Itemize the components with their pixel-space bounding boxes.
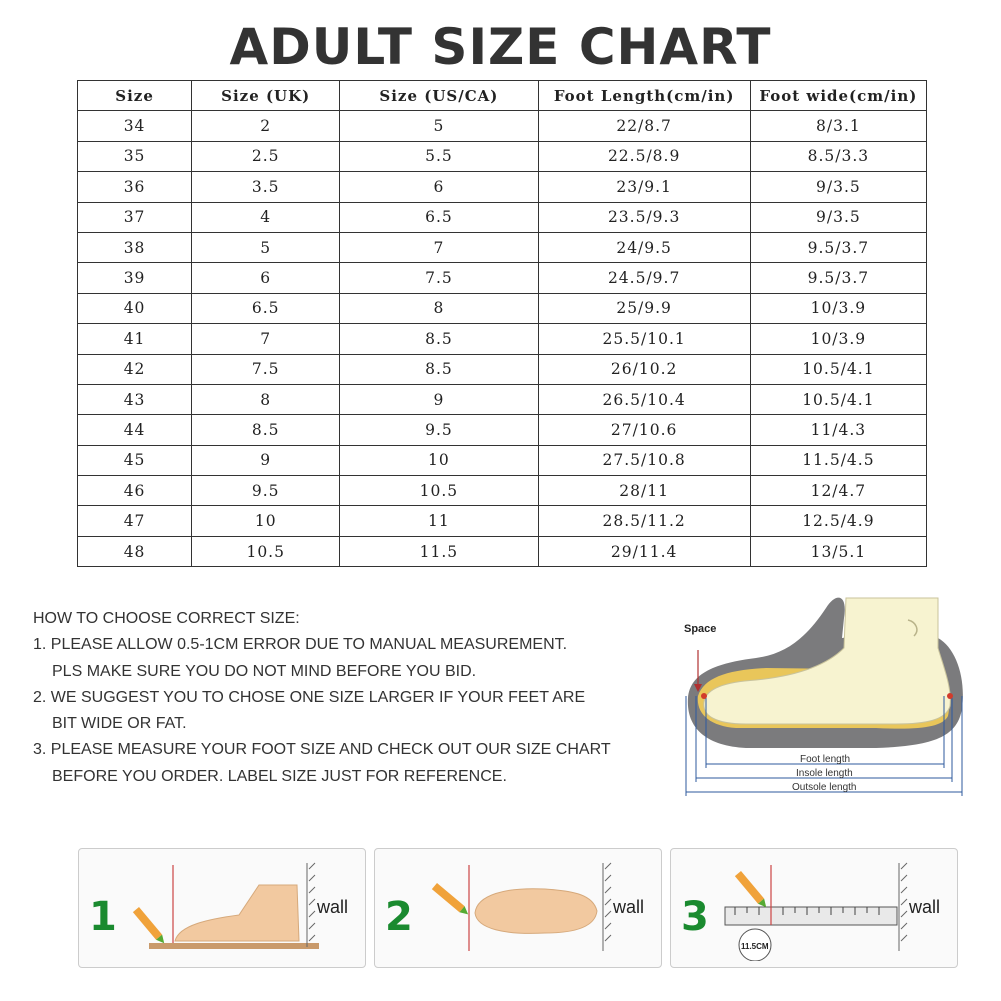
header-size: Size: [78, 81, 192, 111]
step-2-wall-label: wall: [613, 897, 645, 917]
table-header-row: [78, 81, 927, 111]
table-cell: 2.5: [192, 141, 340, 171]
table-cell: 37: [78, 202, 192, 232]
table-cell: 9.5/3.7: [750, 232, 926, 262]
table-cell: 10/3.9: [750, 324, 926, 354]
table-row: [78, 232, 927, 262]
table-cell: 34: [78, 111, 192, 141]
table-cell: 24/9.5: [538, 232, 750, 262]
ruler-reading: 11.5CM: [741, 942, 769, 951]
table-cell: 27/10.6: [538, 415, 750, 445]
step-3-panel: [670, 848, 958, 968]
table-cell: 11/4.3: [750, 415, 926, 445]
pencil-icon: [133, 907, 167, 946]
table-cell: 41: [78, 324, 192, 354]
table-cell: 10.5: [192, 536, 340, 566]
foot-in-shoe-diagram: [676, 578, 976, 810]
step-2-illustration: [415, 855, 615, 961]
table-cell: 8.5/3.3: [750, 141, 926, 171]
table-row: [78, 202, 927, 232]
pencil-icon-2: [432, 883, 471, 917]
table-cell: 12.5/4.9: [750, 506, 926, 536]
side-foot-icon: [175, 885, 299, 941]
table-cell: 10: [340, 445, 538, 475]
table-cell: 13/5.1: [750, 536, 926, 566]
table-cell: 8.5: [192, 415, 340, 445]
table-cell: 8.5: [340, 354, 538, 384]
toe-marker: [701, 693, 707, 699]
instruction-3-line-1: 3. PLEASE MEASURE YOUR FOOT SIZE AND CHECK OUT OUR SIZE CHART: [33, 741, 611, 759]
table-cell: 24.5/9.7: [538, 263, 750, 293]
table-row: [78, 445, 927, 475]
measurement-steps: [78, 848, 958, 968]
size-instructions: [33, 606, 673, 790]
table-cell: 10.5: [340, 476, 538, 506]
table-cell: 40: [78, 293, 192, 323]
pencil-icon-3: [735, 871, 769, 910]
instruction-2-line-1: 2. WE SUGGEST YOU TO CHOSE ONE SIZE LARGER IF YOUR FEET ARE: [33, 688, 586, 706]
table-row: [78, 384, 927, 414]
table-row: [78, 354, 927, 384]
table-row: [78, 293, 927, 323]
table-cell: 28.5/11.2: [538, 506, 750, 536]
instructions-heading: HOW TO CHOOSE CORRECT SIZE:: [33, 610, 300, 627]
table-cell: 2: [192, 111, 340, 141]
size-chart-table: [77, 80, 927, 567]
table-cell: 39: [78, 263, 192, 293]
table-cell: 9.5: [340, 415, 538, 445]
table-cell: 9.5/3.7: [750, 263, 926, 293]
table-cell: 6: [340, 172, 538, 202]
table-row: [78, 506, 927, 536]
table-cell: 23/9.1: [538, 172, 750, 202]
table-cell: 8: [340, 293, 538, 323]
instruction-1-line-2: PLS MAKE SURE YOU DO NOT MIND BEFORE YOU BID.: [52, 662, 477, 680]
table-cell: 12/4.7: [750, 476, 926, 506]
insole-length-label: Insole length: [796, 768, 853, 779]
table-cell: 46: [78, 476, 192, 506]
wall-hatch-2: [603, 863, 611, 951]
table-cell: 29/11.4: [538, 536, 750, 566]
table-cell: 22/8.7: [538, 111, 750, 141]
table-cell: 45: [78, 445, 192, 475]
table-cell: 4: [192, 202, 340, 232]
step-1-panel: [78, 848, 366, 968]
table-cell: 23.5/9.3: [538, 202, 750, 232]
table-cell: 7.5: [340, 263, 538, 293]
table-body: [78, 111, 927, 567]
table-cell: 27.5/10.8: [538, 445, 750, 475]
table-cell: 25.5/10.1: [538, 324, 750, 354]
step-1-illustration: [119, 855, 319, 961]
table-row: [78, 536, 927, 566]
table-cell: 43: [78, 384, 192, 414]
table-row: [78, 415, 927, 445]
table-row: [78, 476, 927, 506]
foot-length-label: Foot length: [800, 754, 851, 765]
step-2-number: 2: [385, 894, 413, 940]
table-cell: 11.5: [340, 536, 538, 566]
table-cell: 6.5: [340, 202, 538, 232]
wall-hatch: [307, 863, 315, 947]
table-cell: 10.5/4.1: [750, 354, 926, 384]
table-cell: 26/10.2: [538, 354, 750, 384]
heel-marker: [947, 693, 953, 699]
step-3-number: 3: [681, 894, 709, 940]
table-row: [78, 324, 927, 354]
top-foot-icon: [475, 889, 597, 934]
step-3-wall-label: wall: [909, 897, 941, 917]
table-cell: 25/9.9: [538, 293, 750, 323]
table-cell: 22.5/8.9: [538, 141, 750, 171]
table-cell: 42: [78, 354, 192, 384]
table-cell: 10/3.9: [750, 293, 926, 323]
instruction-3-line-2: BEFORE YOU ORDER. LABEL SIZE JUST FOR REFERENCE.: [52, 767, 507, 785]
table-cell: 38: [78, 232, 192, 262]
table-cell: 6.5: [192, 293, 340, 323]
table-cell: 10.5/4.1: [750, 384, 926, 414]
outsole-length-label: Outsole length: [792, 782, 857, 793]
table-cell: 8.5: [340, 324, 538, 354]
instruction-1-line-1: 1. PLEASE ALLOW 0.5-1CM ERROR DUE TO MANUAL MEASUREMENT.: [33, 636, 568, 654]
header-foot-length: Foot Length(cm/in): [538, 81, 750, 111]
page-title: ADULT SIZE CHART: [229, 18, 772, 76]
table-cell: 9/3.5: [750, 172, 926, 202]
table-cell: 36: [78, 172, 192, 202]
table-row: [78, 111, 927, 141]
table-cell: 7: [340, 232, 538, 262]
table-cell: 3.5: [192, 172, 340, 202]
table-cell: 10: [192, 506, 340, 536]
table-row: [78, 172, 927, 202]
table-cell: 48: [78, 536, 192, 566]
header-size-us-ca: Size (US/CA): [340, 81, 538, 111]
table-row: [78, 263, 927, 293]
table-cell: 5: [192, 232, 340, 262]
step-1-number: 1: [89, 894, 117, 940]
instruction-2-line-2: BIT WIDE OR FAT.: [52, 715, 187, 733]
table-cell: 47: [78, 506, 192, 536]
floor-board: [149, 943, 319, 949]
table-cell: 8: [192, 384, 340, 414]
table-cell: 9/3.5: [750, 202, 926, 232]
ruler: [725, 907, 897, 925]
table-cell: 7.5: [192, 354, 340, 384]
table-cell: 28/11: [538, 476, 750, 506]
step-3-illustration: [711, 855, 911, 961]
table-cell: 5: [340, 111, 538, 141]
table-cell: 9: [340, 384, 538, 414]
table-cell: 6: [192, 263, 340, 293]
table-cell: 35: [78, 141, 192, 171]
header-size-uk: Size (UK): [192, 81, 340, 111]
wall-hatch-3: [899, 863, 907, 951]
step-1-wall-label: wall: [317, 897, 349, 917]
table-cell: 9: [192, 445, 340, 475]
table-cell: 11: [340, 506, 538, 536]
table-cell: 44: [78, 415, 192, 445]
table-cell: 9.5: [192, 476, 340, 506]
table-cell: 8/3.1: [750, 111, 926, 141]
step-2-panel: [374, 848, 662, 968]
space-label: Space: [684, 623, 717, 635]
table-cell: 11.5/4.5: [750, 445, 926, 475]
table-cell: 26.5/10.4: [538, 384, 750, 414]
table-row: [78, 141, 927, 171]
table-cell: 5.5: [340, 141, 538, 171]
header-foot-wide: Foot wide(cm/in): [750, 81, 926, 111]
table-cell: 7: [192, 324, 340, 354]
